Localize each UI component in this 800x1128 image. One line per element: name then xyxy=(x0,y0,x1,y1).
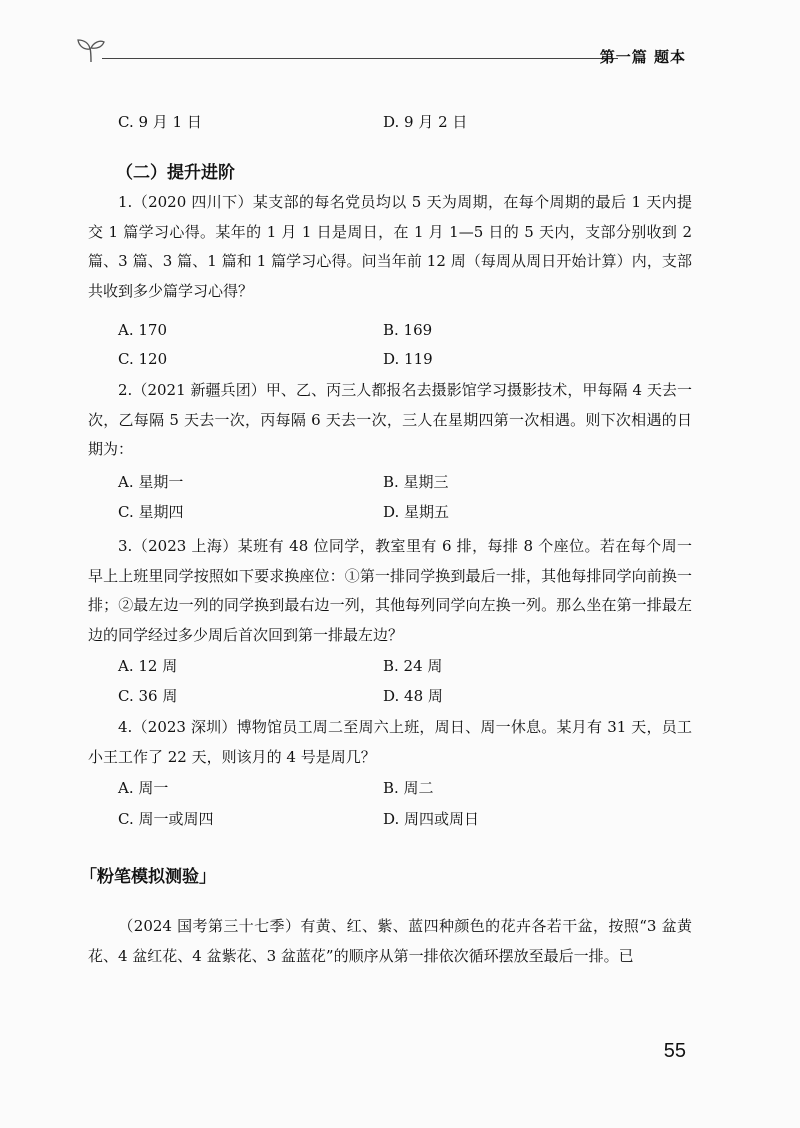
header-rule xyxy=(102,58,618,59)
option-b: B. 周二 xyxy=(383,779,434,797)
option-c: C. 周一或周四 xyxy=(118,810,214,828)
option-b: B. 24 周 xyxy=(383,657,443,675)
option-c: C. 36 周 xyxy=(118,687,178,705)
option-d: D. 9 月 2 日 xyxy=(383,113,468,131)
section-title: 第一篇 题本 xyxy=(599,48,686,66)
option-row xyxy=(118,776,434,800)
option-row xyxy=(118,110,468,134)
sprout-icon xyxy=(76,38,106,64)
mock-question-stem: （2024 国考第三十七季）有黄、红、紫、蓝四种颜色的花卉各若干盆，按照“3 盆黄花、4 盆红花、4 盆紫花、3 盆蓝花”的顺序从第一排依次循环摆放至最后一排。已 xyxy=(88,917,692,965)
option-row xyxy=(118,807,480,831)
option-d: D. 星期五 xyxy=(383,503,450,521)
option-c: C. 120 xyxy=(118,350,168,368)
option-row xyxy=(118,347,433,371)
option-b: B. 169 xyxy=(383,321,433,339)
option-d: D. 48 周 xyxy=(383,687,443,705)
option-a: A. 12 周 xyxy=(118,657,178,675)
question-1-stem: 1.（2020 四川下）某支部的每名党员均以 5 天为周期，在每个周期的最后 1 天内提交 1 篇学习心得。某年的 1 月 1 日是周日，在 1 月 1—5 日的 5 天内，支部分别收到 2 篇、3 篇、3 篇、1 篇和 1 篇学习心得。问当年前 12 周（每周从周日开始计算）内，支部共收到多少篇学习心得？ xyxy=(88,193,692,300)
option-a: A. 周一 xyxy=(118,779,169,797)
option-row xyxy=(118,654,443,678)
option-d: D. 周四或周日 xyxy=(383,810,480,828)
option-row xyxy=(118,318,433,342)
option-row xyxy=(118,470,449,494)
mock-test-title: 「粉笔模拟测验」 xyxy=(80,867,216,887)
option-b: B. 星期三 xyxy=(383,473,449,491)
question-2-stem: 2.（2021 新疆兵团）甲、乙、丙三人都报名去摄影馆学习摄影技术，甲每隔 4 天去一次，乙每隔 5 天去一次，丙每隔 6 天去一次，三人在星期四第一次相遇。则下次相遇的日期为： xyxy=(88,381,692,458)
question-3-stem: 3.（2023 上海）某班有 48 位同学，教室里有 6 排，每排 8 个座位。若在每个周一早上上班里同学按照如下要求换座位：①第一排同学换到最后一排，其他每排同学向前换一排；②最左边一列的同学换到最右边一列，其他每列同学向左换一列。那么坐在第一排最左边的同学经过多少周后首次回到第一排最左边？ xyxy=(88,537,692,644)
option-d: D. 119 xyxy=(383,350,433,368)
page-number: 55 xyxy=(663,1040,686,1062)
page-header xyxy=(76,32,700,72)
option-c: C. 9 月 1 日 xyxy=(118,113,202,131)
option-row xyxy=(118,684,443,708)
option-row xyxy=(118,500,450,524)
option-c: C. 星期四 xyxy=(118,503,184,521)
option-a: A. 星期一 xyxy=(118,473,184,491)
question-4-stem: 4.（2023 深圳）博物馆员工周二至周六上班，周日、周一休息。某月有 31 天，员工小王工作了 22 天，则该月的 4 号是周几？ xyxy=(88,718,692,766)
option-a: A. 170 xyxy=(118,321,167,339)
section-subheading: （二）提升进阶 xyxy=(116,163,235,183)
